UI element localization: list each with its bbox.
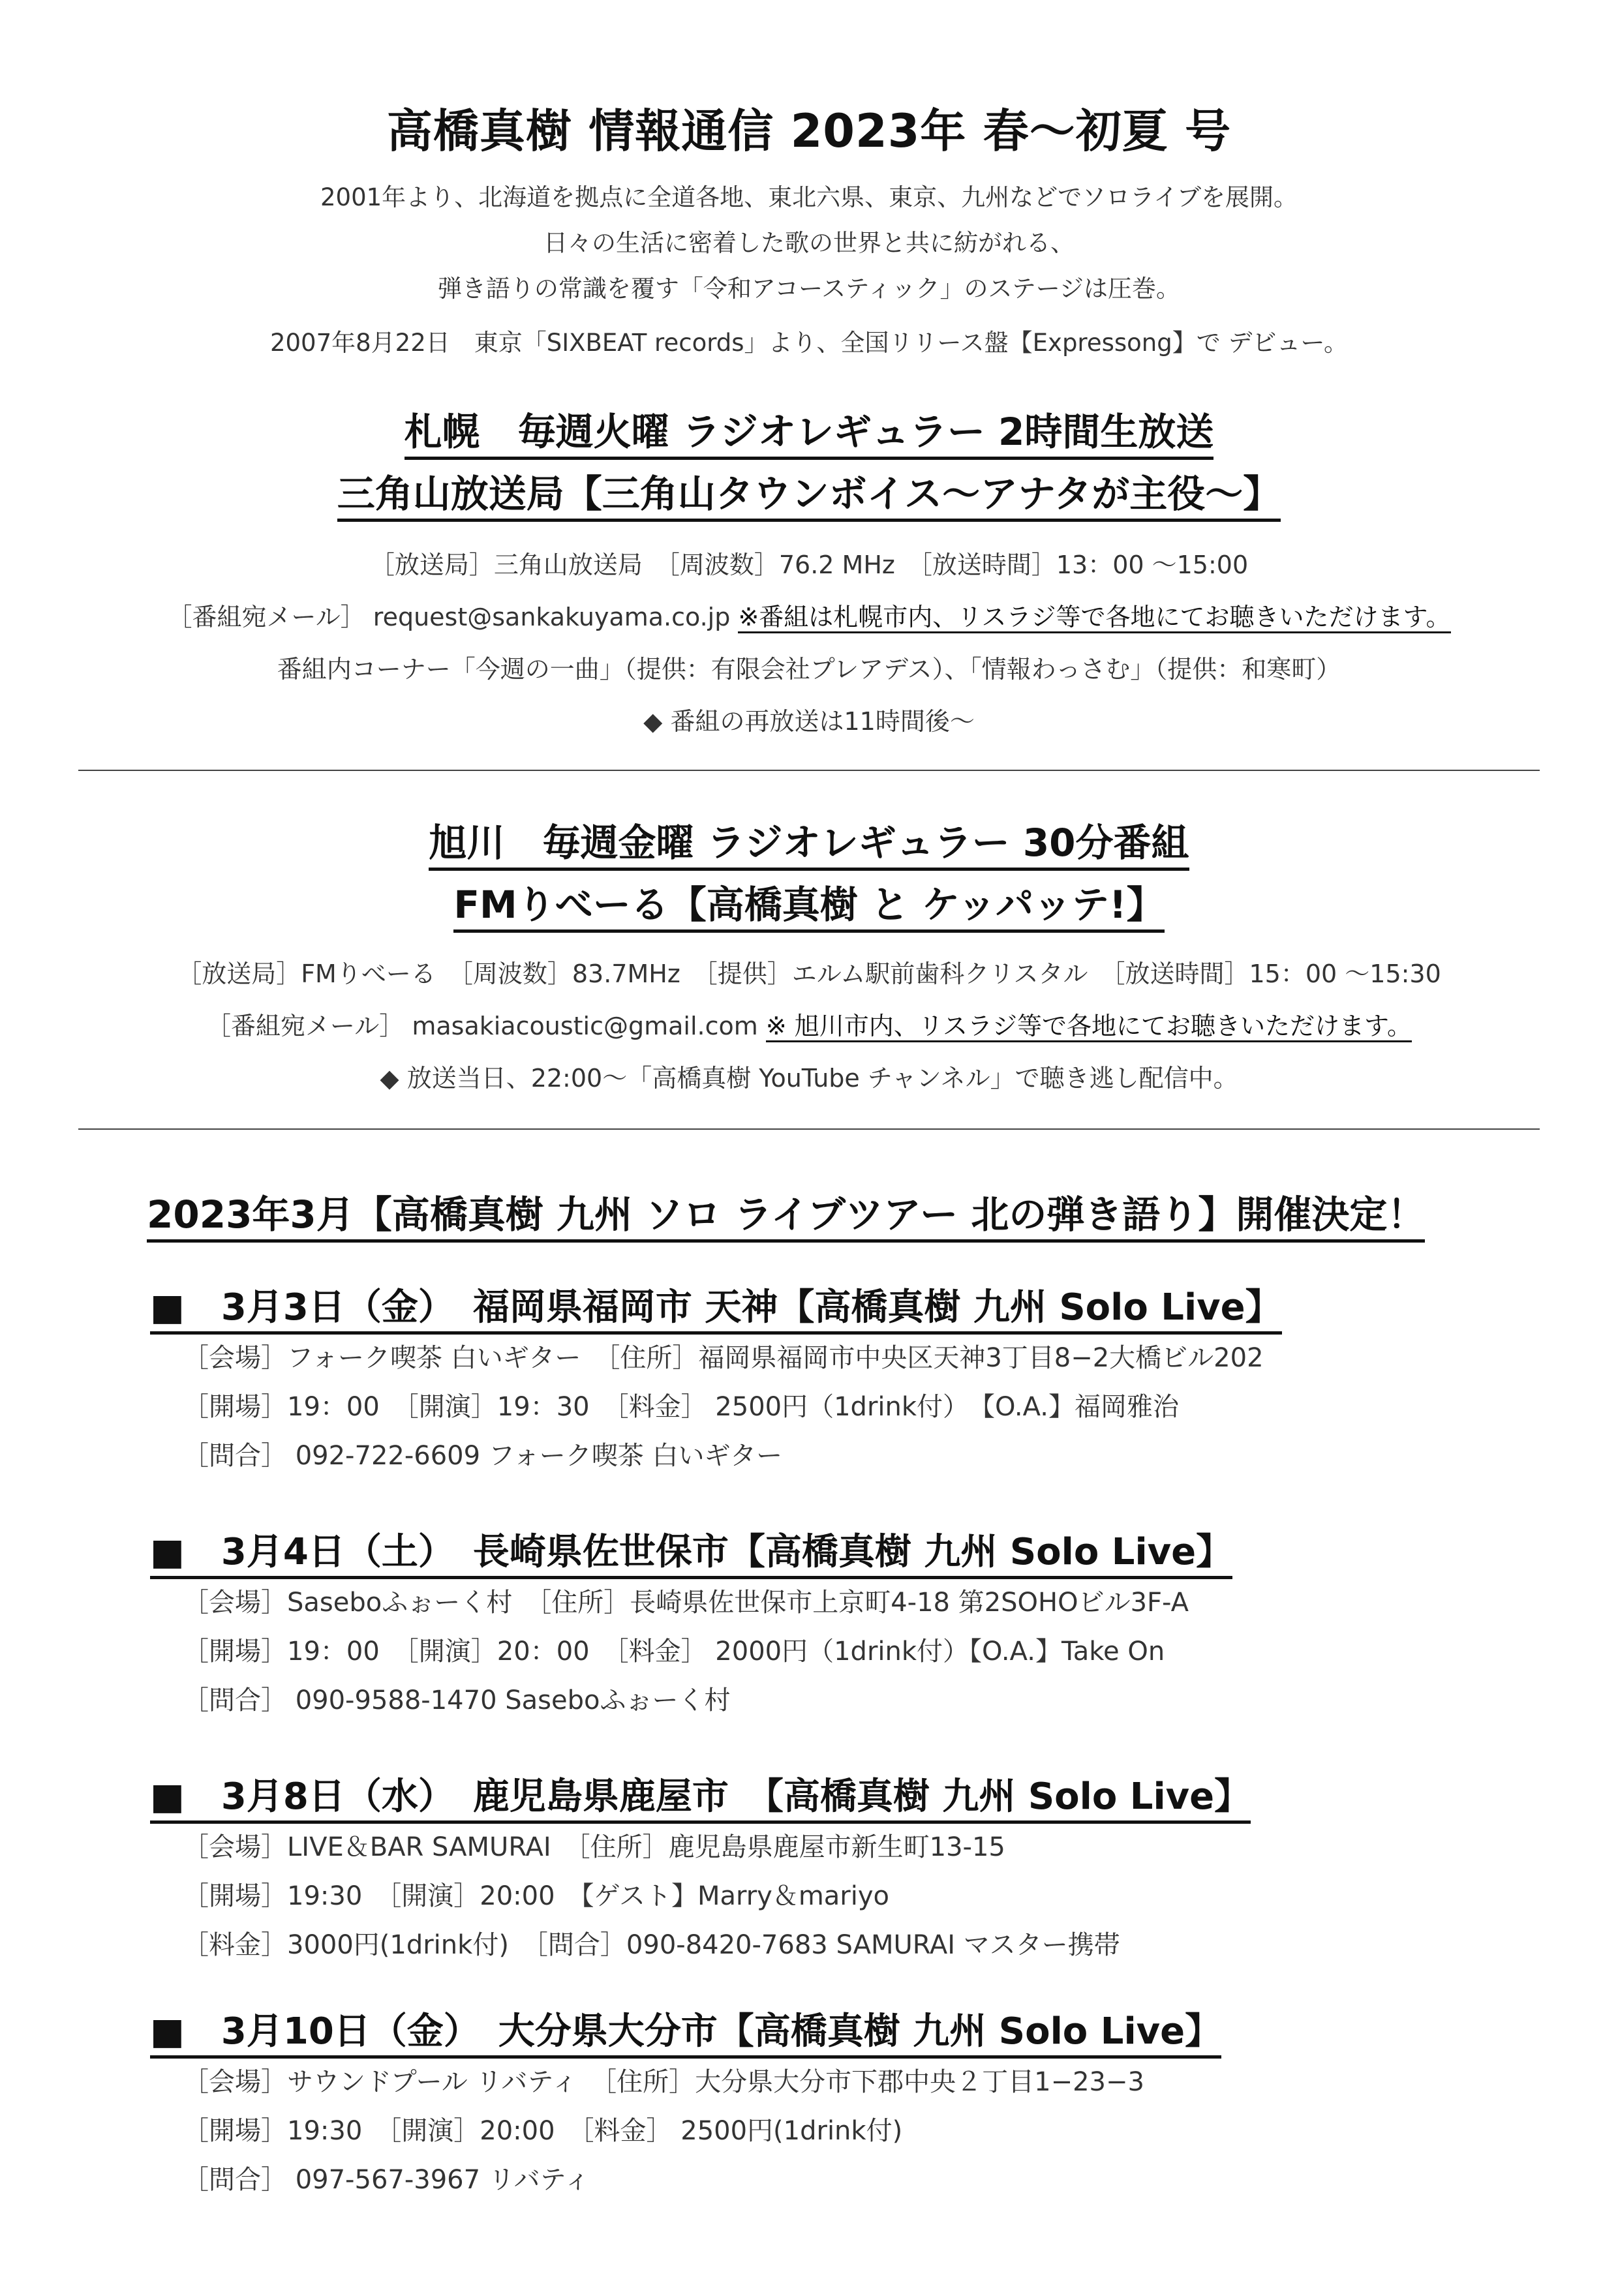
tour-heading: 2023年3月【高橋真樹 九州 ソロ ライブツアー 北の弾き語り】開催決定！: [147, 1184, 1425, 1239]
event-heading: ■ 3月4日（土） 長崎県佐世保市【高橋真樹 九州 Solo Live】: [150, 1523, 1232, 1575]
event-heading: ■ 3月3日（金） 福岡県福岡市 天神【高橋真樹 九州 Solo Live】: [150, 1278, 1282, 1331]
event-contact: ［料金］3000円(1drink付) ［問合］090-8420-7683 SAMURAI マスター携帯: [183, 1930, 1120, 1960]
asahikawa-mail-info: [0, 1006, 1618, 1042]
event-heading: ■ 3月10日（金） 大分県大分市【高橋真樹 九州 Solo Live】: [150, 2002, 1221, 2055]
divider: [78, 770, 1540, 771]
sapporo-station-info: ［放送局］三角山放送局 ［周波数］76.2 MHz ［放送時間］13：00 〜15:00: [369, 551, 1249, 579]
divider: [78, 1128, 1540, 1130]
event-venue: ［会場］フォーク喫茶 白いギター ［住所］福岡県福岡市中央区天神3丁目8−2大橋ビル202: [183, 1343, 1264, 1373]
asahikawa-station-info: ［放送局］FMりべーる ［周波数］83.7MHz ［提供］エルム駅前歯科クリスタル ［放送時間］15：00 〜15:30: [177, 959, 1441, 988]
sapporo-rebroadcast: ◆ 番組の再放送は11時間後〜: [643, 707, 975, 736]
event-heading: ■ 3月8日（水） 鹿児島県鹿屋市 【高橋真樹 九州 Solo Live】: [150, 1768, 1251, 1820]
asahikawa-heading-1: 旭川 毎週金曜 ラジオレギュラー 30分番組: [0, 812, 1618, 867]
intro-line-2: 日々の生活に密着した歌の世界と共に紡がれる、: [543, 229, 1075, 257]
page-title: 高橋真樹 情報通信 2023年 春〜初夏 号: [386, 104, 1232, 158]
intro-line-4: 2007年8月22日 東京「SIXBEAT records」より、全国リリース盤【Expressong】で デビュー。: [269, 329, 1349, 357]
asahikawa-mail: ［番組宛メール］ masakiacoustic@gmail.com: [206, 1012, 758, 1040]
event-times: ［開場］19:30 ［開演］20:00 【ゲスト】Marry＆mariyo: [183, 1881, 890, 1911]
sapporo-note: ※番組は札幌市内、リスラジ等で各地にてお聴きいただけます。: [738, 603, 1450, 633]
event-times: ［開場］19：00 ［開演］19：30 ［料金］ 2500円（1drink付） 【O.A.】福岡雅治: [183, 1392, 1179, 1422]
event-contact: ［問合］ 090-9588-1470 Saseboふぉーく村: [183, 1685, 731, 1715]
event-contact: ［問合］ 097-567-3967 リバティ: [183, 2165, 590, 2195]
sapporo-corners: 番組内コーナー「今週の一曲」（提供：有限会社プレアデス）、「情報わっさむ」（提供：和寒町）: [277, 655, 1341, 684]
intro-line-1: 2001年より、北海道を拠点に全道各地、東北六県、東京、九州などでソロライブを展開。: [320, 183, 1298, 211]
sapporo-mail-info: [0, 597, 1618, 633]
event-contact: ［問合］ 092-722-6609 フォーク喫茶 白いギター: [183, 1441, 783, 1471]
event-times: ［開場］19：00 ［開演］20：00 ［料金］ 2000円（1drink付）【O.A.】Take On: [183, 1637, 1165, 1667]
sapporo-heading-1: 札幌 毎週火曜 ラジオレギュラー 2時間生放送: [0, 401, 1618, 456]
sapporo-mail: ［番組宛メール］ request@sankakuyama.co.jp: [167, 603, 731, 631]
asahikawa-heading-2: FMりべーる【高橋真樹 と ケッパッテ!】: [0, 874, 1618, 929]
sapporo-heading-2: 三角山放送局【三角山タウンボイス〜アナタが主役〜】: [0, 463, 1618, 518]
event-times: ［開場］19:30 ［開演］20:00 ［料金］ 2500円(1drink付): [183, 2116, 903, 2146]
asahikawa-youtube: ◆ 放送当日、22:00〜「高橋真樹 YouTube チャンネル」で聴き逃し配信中。: [380, 1064, 1238, 1093]
event-venue: ［会場］LIVE＆BAR SAMURAI ［住所］鹿児島県鹿屋市新生町13-15: [183, 1832, 1005, 1862]
intro-line-3: 弾き語りの常識を覆す「令和アコースティック」のステージは圧巻。: [437, 275, 1181, 303]
event-venue: ［会場］サウンドプール リバティ ［住所］大分県大分市下郡中央２丁目1−23−3: [183, 2067, 1144, 2097]
event-venue: ［会場］Saseboふぉーく村 ［住所］長崎県佐世保市上京町4-18 第2SOHOビル3F-A: [183, 1588, 1189, 1618]
asahikawa-note: ※ 旭川市内、リスラジ等で各地にてお聴きいただけます。: [766, 1012, 1412, 1042]
